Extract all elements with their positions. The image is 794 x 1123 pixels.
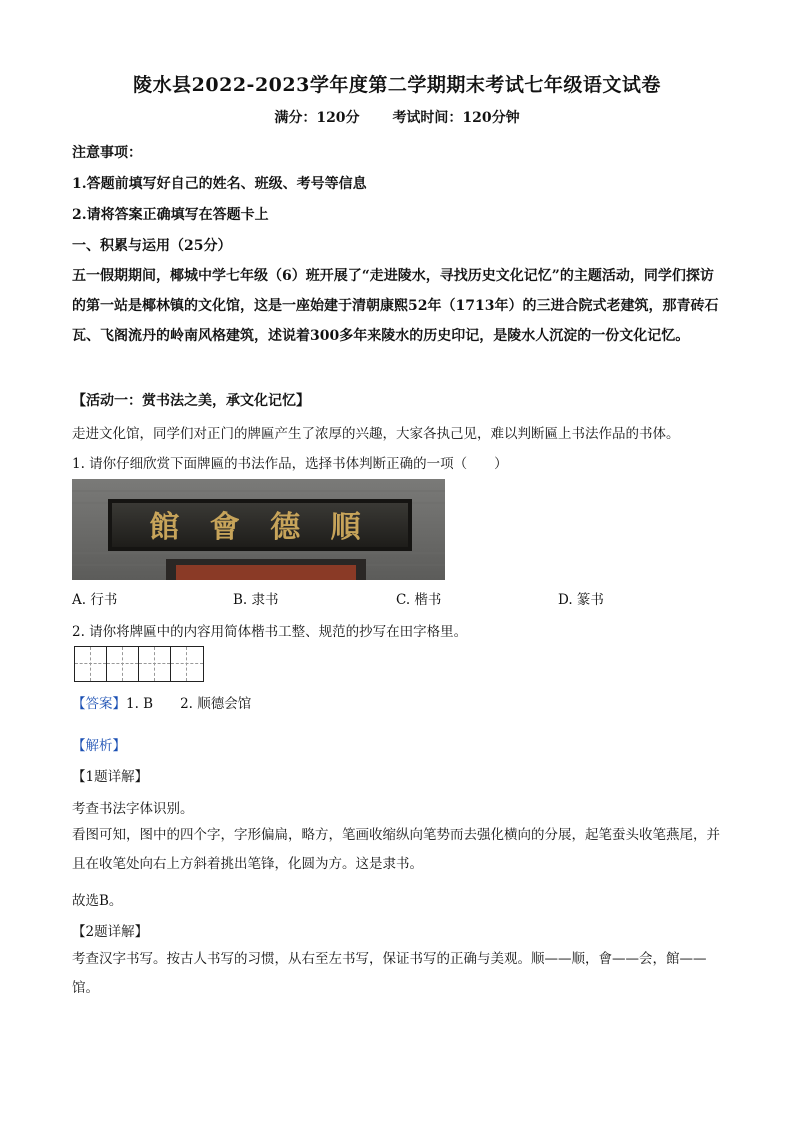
grid-cell[interactable]	[139, 647, 171, 681]
detail-1-paragraph: 看图可知，图中的四个字，字形偏扁，略方，笔画收缩纵向笔势而去强化横向的分展，起笔蚕头收笔燕尾，并且在收笔处向右上方斜着挑出笔锋，化圆为方。这是隶书。	[72, 827, 720, 872]
plaque-photo	[72, 479, 445, 580]
answer-options	[72, 588, 672, 608]
answer-text: 1. B 2. 顺德会馆	[126, 696, 252, 712]
section-heading: 一、积累与运用（25分）	[72, 238, 232, 254]
grid-cell[interactable]	[107, 647, 139, 681]
answer-line	[72, 692, 251, 712]
option-a[interactable]: A. 行书	[72, 592, 118, 608]
note-item-2: 2.请将答案正确填写在答题卡上	[72, 207, 269, 223]
notes-heading: 注意事项：	[72, 145, 142, 161]
grid-cell[interactable]	[171, 647, 203, 681]
note-item-1: 1.答题前填写好自己的姓名、班级、考号等信息	[72, 176, 367, 192]
detail-1-label: 【1题详解】	[72, 769, 149, 785]
answer-label: 【答案】	[72, 696, 126, 712]
activity-intro: 走进文化馆，同学们对正门的牌匾产生了浓厚的兴趣，大家各执己见，难以判断匾上书法作品的书体。	[72, 426, 680, 442]
exam-meta	[0, 107, 794, 127]
option-b[interactable]: B. 隶书	[233, 592, 279, 608]
activity-heading: 【活动一：赏书法之美，承文化记忆】	[72, 393, 310, 409]
detail-1-topic: 考查书法字体识别。	[72, 801, 194, 817]
option-d[interactable]: D. 篆书	[558, 592, 604, 608]
detail-2-label: 【2题详解】	[72, 924, 149, 940]
option-c[interactable]: C. 楷书	[396, 592, 442, 608]
plaque-text: 館 會 德 順	[149, 510, 371, 545]
intro-paragraph: 五一假期期间，椰城中学七年级（6）班开展了“走进陵水，寻找历史文化记忆”的主题活动，同学们探访的第一站是椰林镇的文化馆，这是一座始建于清朝康熙52年（1713年）的三进合院式老建筑，那青砖石瓦、飞阁流丹的岭南风格建筑，述说着300多年来陵水的历史印记，是陵水人沉淀的一份文化记忆。	[72, 268, 719, 344]
grid-cell[interactable]	[75, 647, 107, 681]
detail-2-paragraph: 考查汉字书写。按古人书写的习惯，从右至左书写，保证书写的正确与美观。顺——顺，會——会，館——馆。	[72, 951, 707, 996]
question-2: 2. 请你将牌匾中的内容用简体楷书工整、规范的抄写在田字格里。	[72, 624, 468, 640]
exam-title: 陵水县2022-2023学年度第二学期期末考试七年级语文试卷	[133, 74, 661, 96]
full-score: 满分：120分	[274, 110, 360, 126]
tianzi-grid[interactable]	[74, 646, 204, 682]
detail-1-conclusion: 故选B。	[72, 893, 123, 909]
analysis-label: 【解析】	[72, 738, 126, 754]
question-1: 1. 请你仔细欣赏下面牌匾的书法作品，选择书体判断正确的一项（ ）	[72, 456, 508, 472]
exam-time: 考试时间：120分钟	[392, 110, 520, 126]
